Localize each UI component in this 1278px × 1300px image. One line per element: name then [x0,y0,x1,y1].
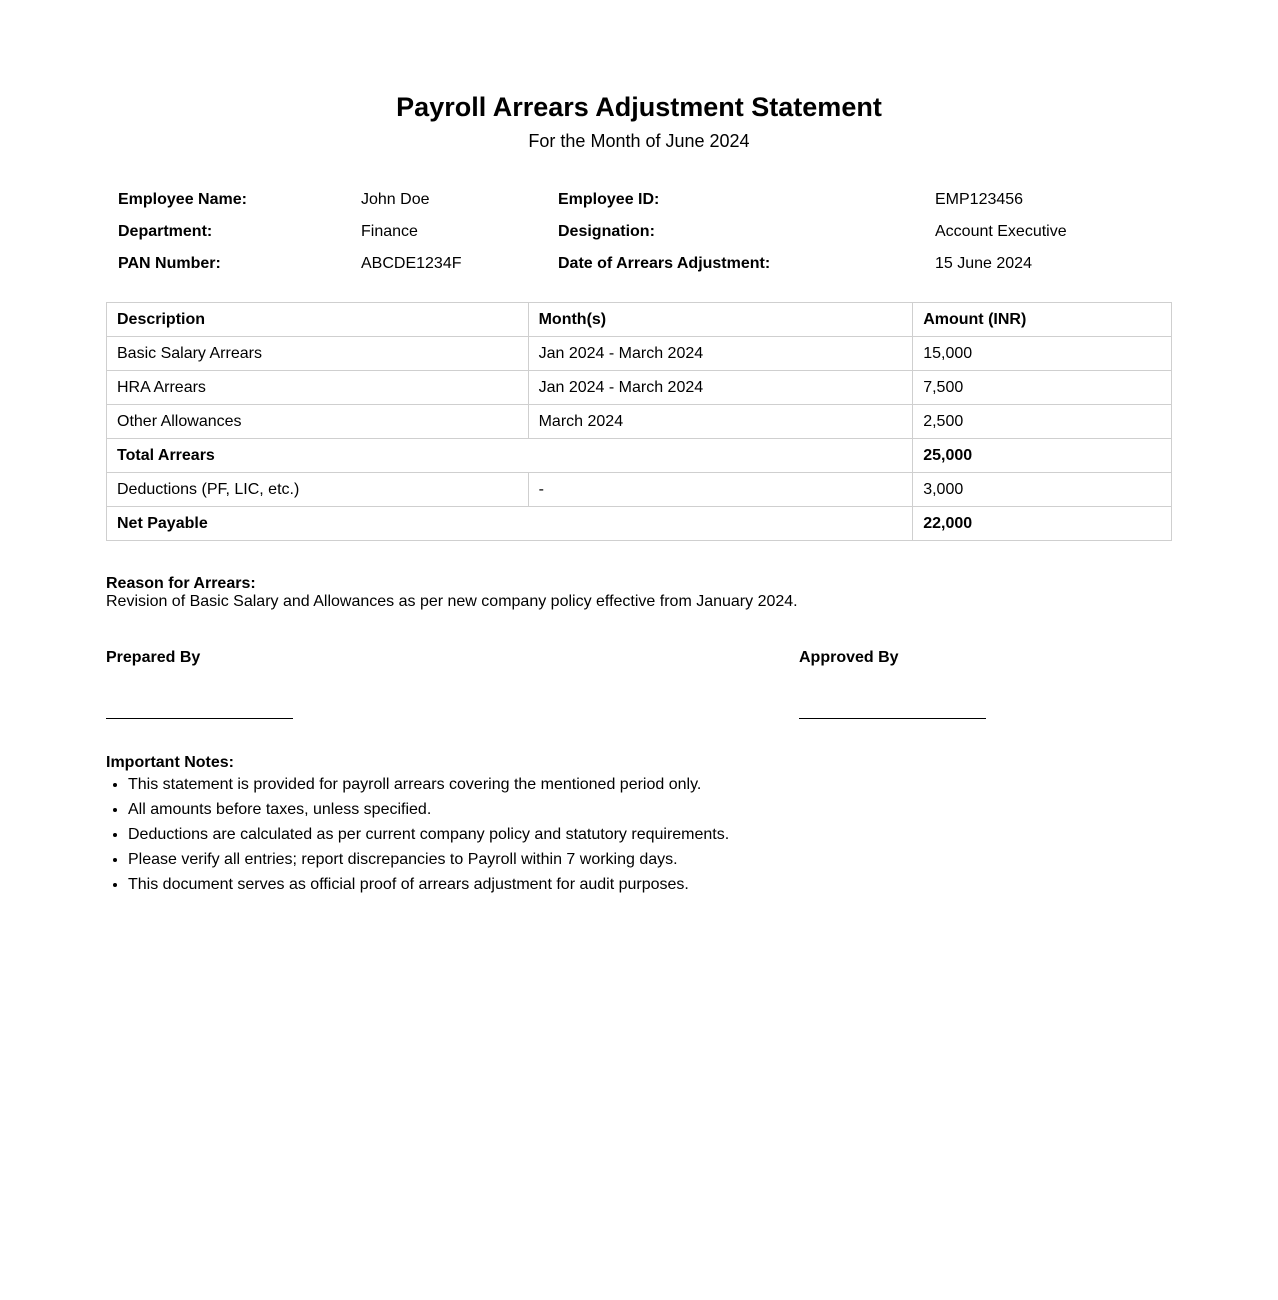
employee-id-value: EMP123456 [935,191,1024,208]
pan-value: ABCDE1234F [361,255,462,272]
row-months: Jan 2024 - March 2024 [528,337,913,371]
row-amount: 7,500 [913,371,1172,405]
total-arrears-row [107,439,1172,473]
page-subtitle: For the Month of June 2024 [528,131,750,151]
designation-label: Designation: [558,223,655,240]
prepared-by-signature-line [106,718,293,719]
notes-list [106,772,1172,897]
row-months: March 2024 [528,405,913,439]
row-amount: 2,500 [913,405,1172,439]
department-value: Finance [361,223,418,240]
column-header-months: Month(s) [528,303,913,337]
list-item: • Deductions are calculated as per current company policy and statutory requirements. [128,822,1172,847]
reason-section [106,575,1172,611]
row-amount: 15,000 [913,337,1172,371]
designation-value: Account Executive [935,223,1067,240]
adjustment-date-value: 15 June 2024 [935,255,1032,272]
deductions-row [107,473,1172,507]
arrears-table [106,302,1172,541]
important-notes-section [106,754,1172,897]
info-row [106,216,1172,248]
table-row [107,405,1172,439]
approved-by-label: Approved By [799,649,899,666]
net-payable-row [107,507,1172,541]
net-payable-amount: 22,000 [913,507,1172,541]
row-months: Jan 2024 - March 2024 [528,371,913,405]
list-item: • This document serves as official proof of arrears adjustment for audit purposes. [128,872,1172,897]
deductions-months: - [528,473,913,507]
approved-by-signature-line [799,718,986,719]
page-title: Payroll Arrears Adjustment Statement [396,92,882,122]
total-arrears-label: Total Arrears [107,439,913,473]
row-description: HRA Arrears [107,371,529,405]
list-item: • All amounts before taxes, unless specified. [128,797,1172,822]
table-header-row [107,303,1172,337]
net-payable-label: Net Payable [107,507,913,541]
total-arrears-amount: 25,000 [913,439,1172,473]
notes-label: Important Notes: [106,754,234,771]
column-header-description: Description [107,303,529,337]
table-row [107,371,1172,405]
info-row [106,184,1172,216]
info-row [106,248,1172,280]
employee-name-label: Employee Name: [118,191,247,208]
department-label: Department: [118,223,213,240]
pan-label: PAN Number: [118,255,221,272]
employee-id-label: Employee ID: [558,191,660,208]
adjustment-date-label: Date of Arrears Adjustment: [558,255,771,272]
table-row [107,337,1172,371]
row-description: Basic Salary Arrears [107,337,529,371]
reason-label: Reason for Arrears: [106,575,256,592]
column-header-amount: Amount (INR) [913,303,1172,337]
row-description: Other Allowances [107,405,529,439]
list-item: • This statement is provided for payroll arrears covering the mentioned period only. [128,772,1172,797]
deductions-amount: 3,000 [913,473,1172,507]
prepared-by-label: Prepared By [106,649,201,666]
employee-info-table [106,184,1172,280]
list-item: • Please verify all entries; report discrepancies to Payroll within 7 working days. [128,847,1172,872]
reason-text: Revision of Basic Salary and Allowances as per new company policy effective from January 2024. [106,593,798,610]
employee-name-value: John Doe [361,191,430,208]
deductions-description: Deductions (PF, LIC, etc.) [107,473,529,507]
